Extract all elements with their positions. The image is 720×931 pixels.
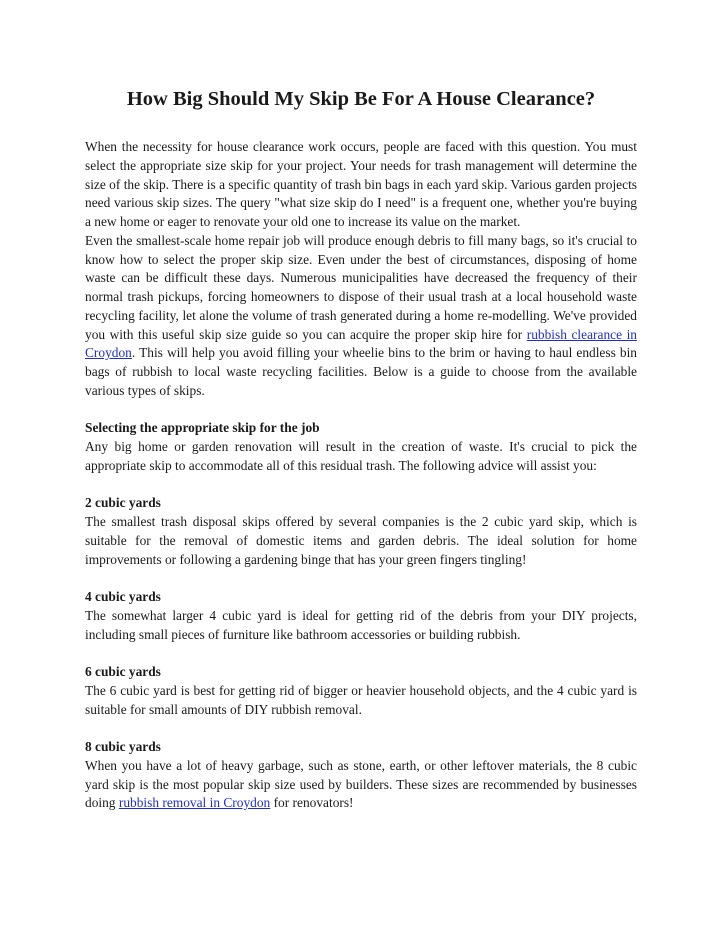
page-title: How Big Should My Skip Be For A House Clearance? xyxy=(126,88,596,110)
article-body xyxy=(85,138,637,813)
section-text-8-cubic-yards-end: for renovators! xyxy=(270,795,354,811)
section-heading-4-cubic-yards: 4 cubic yards xyxy=(85,589,161,604)
section-heading-selecting: Selecting the appropriate skip for the job xyxy=(85,420,320,436)
section-text-8-cubic-yards xyxy=(85,757,637,813)
rubbish-removal-link[interactable]: rubbish removal in Croydon xyxy=(118,795,271,811)
section-text-6-cubic-yards: The 6 cubic yard is best for getting rid of bigger or heavier household objects, and the 4 cubic yard is suitable for small amounts of DIY rubbish removal. xyxy=(85,682,637,717)
section-heading-8-cubic-yards: 8 cubic yards xyxy=(85,739,161,754)
section-text-2-cubic-yards: The smallest trash disposal skips offered by several companies is the 2 cubic yard skip, which is suitable for the removal of domestic items and garden debris. The ideal solution for home improvements or following a gardening binge that has your green fingers tingling! xyxy=(85,514,637,567)
intro-paragraph-2-text-end: . This will help you avoid filling your wheelie bins to the brim or having to haul endless bin bags of rubbish to local waste recycling facilities. Below is a guide to choose from the available various types of skips. xyxy=(85,345,637,398)
section-text-selecting: Any big home or garden renovation will result in the creation of waste. It's crucial to pick the appropriate skip to accommodate all of this residual trash. The following advice will assist you: xyxy=(85,439,637,473)
section-text-4-cubic-yards: The somewhat larger 4 cubic yard is ideal for getting rid of the debris from your DIY projects, including small pieces of furniture like bathroom accessories or building rubbish. xyxy=(85,607,637,642)
section-heading-6-cubic-yards: 6 cubic yards xyxy=(85,664,161,679)
rubbish-clearance-link[interactable]: rubbish clearance in Croydon xyxy=(85,326,637,361)
intro-paragraph-2 xyxy=(85,232,637,401)
section-heading-2-cubic-yards: 2 cubic yards xyxy=(85,495,161,511)
intro-paragraph-1: When the necessity for house clearance work occurs, people are faced with this question. You must select the appropriate size skip for your project. Your needs for trash management will determine the size of the skip. There is a specific quantity of trash bin bags in each yard skip. Various garden projects need various skip sizes. The query "what size skip do I need" is a frequent one, whether you're buying a new home or eager to renovate your old one to increase its value on the market. xyxy=(85,139,637,229)
section-text-8-cubic-yards-start: When you have a lot of heavy garbage, such as stone, earth, or other leftover materials, the 8 cubic yard skip is the most popular skip size used by builders. These sizes are recommended by businesses doing xyxy=(85,757,637,811)
intro-paragraph-2-text: Even the smallest-scale home repair job will produce enough debris to fill many bags, so it's crucial to know how to select the proper skip size. Even under the best of circumstances, disposing of home waste can be difficult these days. Numerous municipalities have decreased the frequency of their normal trash pickups, forcing homeowners to dispose of their usual trash at a local household waste recycling facility, let alone the volume of trash generated during a home re-modelling. We've provided you with this useful skip size guide so you can acquire the proper skip hire for xyxy=(85,232,637,342)
